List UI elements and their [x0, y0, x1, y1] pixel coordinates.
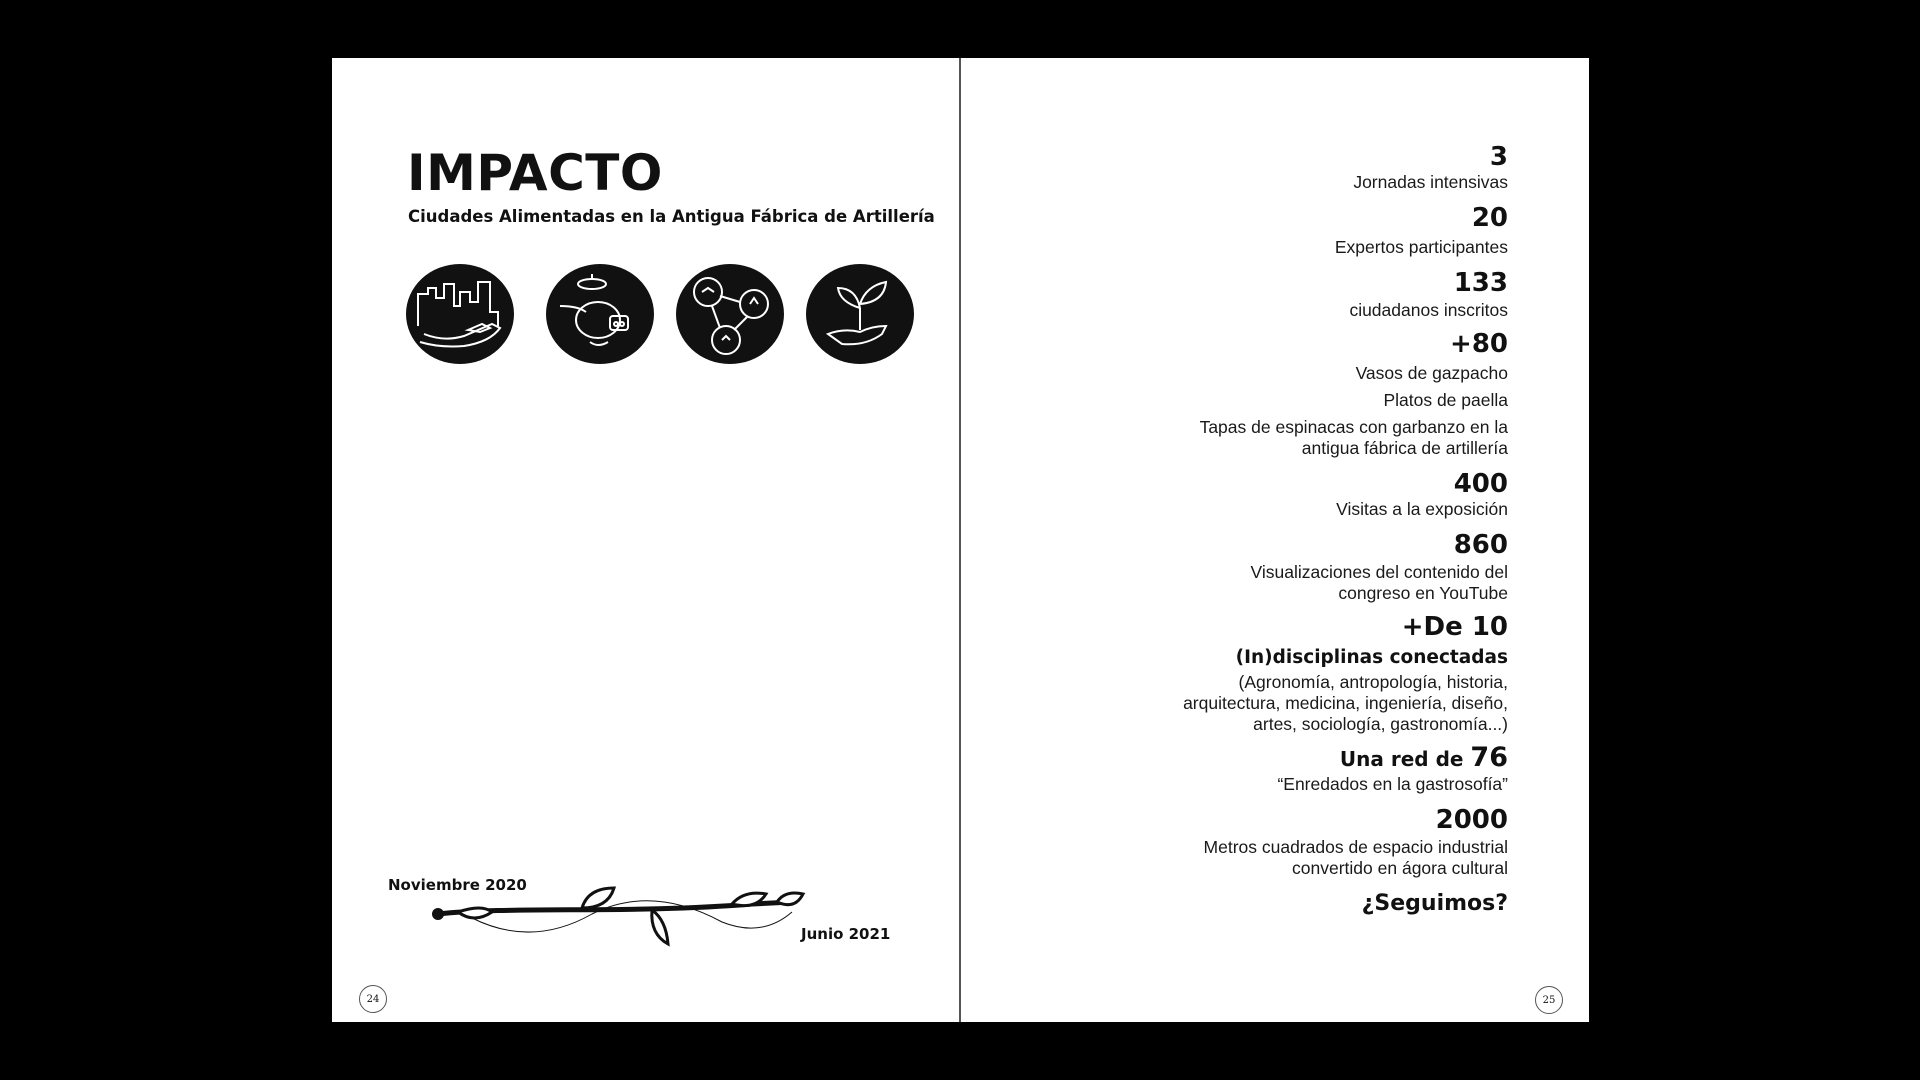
page-number-left: 24 — [359, 985, 387, 1013]
stat-description: Platos de paella — [1383, 390, 1508, 410]
stat-visualizaciones — [1088, 530, 1508, 604]
stat-number: +De 10 — [1401, 612, 1508, 642]
stat-description: Metros cuadrados de espacio industrial — [1203, 837, 1508, 857]
sprout-hand-icon — [806, 264, 914, 364]
stat-jornadas — [1088, 142, 1508, 193]
closing-question — [1088, 889, 1508, 919]
left-page — [332, 58, 959, 1022]
stat-description: Visitas a la exposición — [1336, 499, 1508, 519]
stat-description: arquitectura, medicina, ingeniería, diseño, — [1183, 693, 1508, 713]
stat-disciplinas — [1088, 612, 1508, 735]
stat-visitas — [1088, 469, 1508, 520]
stat-number: 2000 — [1435, 805, 1508, 835]
stat-number: +80 — [1450, 329, 1508, 359]
stat-comidas — [1088, 329, 1508, 459]
stat-description: Tapas de espinacas con garbanzo en la — [1199, 417, 1508, 437]
city-hand-plane-icon — [406, 264, 514, 364]
stat-description: Visualizaciones del contenido del — [1250, 562, 1508, 582]
stat-description: antigua fábrica de artillería — [1301, 438, 1508, 458]
stat-number: 860 — [1453, 530, 1508, 560]
page-number-right: 25 — [1535, 986, 1563, 1014]
stat-number: 400 — [1453, 469, 1508, 499]
closing-text: ¿Seguimos? — [1361, 891, 1508, 916]
network-heading — [1088, 743, 1508, 774]
page-subtitle: Ciudades Alimentadas en la Antigua Fábrica de Artillería — [408, 207, 935, 226]
stat-expertos — [1088, 203, 1508, 258]
page-title: IMPACTO — [407, 144, 663, 202]
stat-description: Jornadas intensivas — [1353, 172, 1508, 192]
stat-description: ciudadanos inscritos — [1349, 300, 1508, 320]
icon-row — [406, 264, 926, 368]
start-date: Noviembre 2020 — [388, 876, 527, 894]
network-description: “Enredados en la gastrosofía” — [1277, 774, 1508, 794]
stat-inscritos — [1088, 268, 1508, 321]
impact-stats — [1088, 142, 1508, 919]
stat-heading: (In)disciplinas conectadas — [1235, 647, 1508, 668]
stat-description: Expertos participantes — [1334, 237, 1508, 257]
stat-description: Vasos de gazpacho — [1355, 363, 1508, 383]
vine-timeline-icon — [432, 878, 812, 958]
stat-description: (Agronomía, antropología, historia, — [1238, 672, 1508, 692]
stat-red — [1088, 743, 1508, 795]
stat-description: convertido en ágora cultural — [1292, 858, 1508, 878]
end-date: Junio 2021 — [801, 925, 891, 943]
network-nodes-icon — [676, 264, 784, 364]
stat-number: 3 — [1489, 142, 1508, 172]
stat-description: artes, sociología, gastronomía...) — [1253, 714, 1508, 734]
network-number: 76 — [1470, 742, 1508, 773]
stat-area — [1088, 805, 1508, 879]
stat-description: congreso en YouTube — [1338, 583, 1508, 603]
stat-number: 20 — [1471, 203, 1508, 233]
plate-utensils-icon — [546, 264, 654, 364]
stat-number: 133 — [1453, 268, 1508, 298]
right-page — [961, 58, 1589, 1022]
network-prefix: Una red de — [1339, 747, 1471, 771]
